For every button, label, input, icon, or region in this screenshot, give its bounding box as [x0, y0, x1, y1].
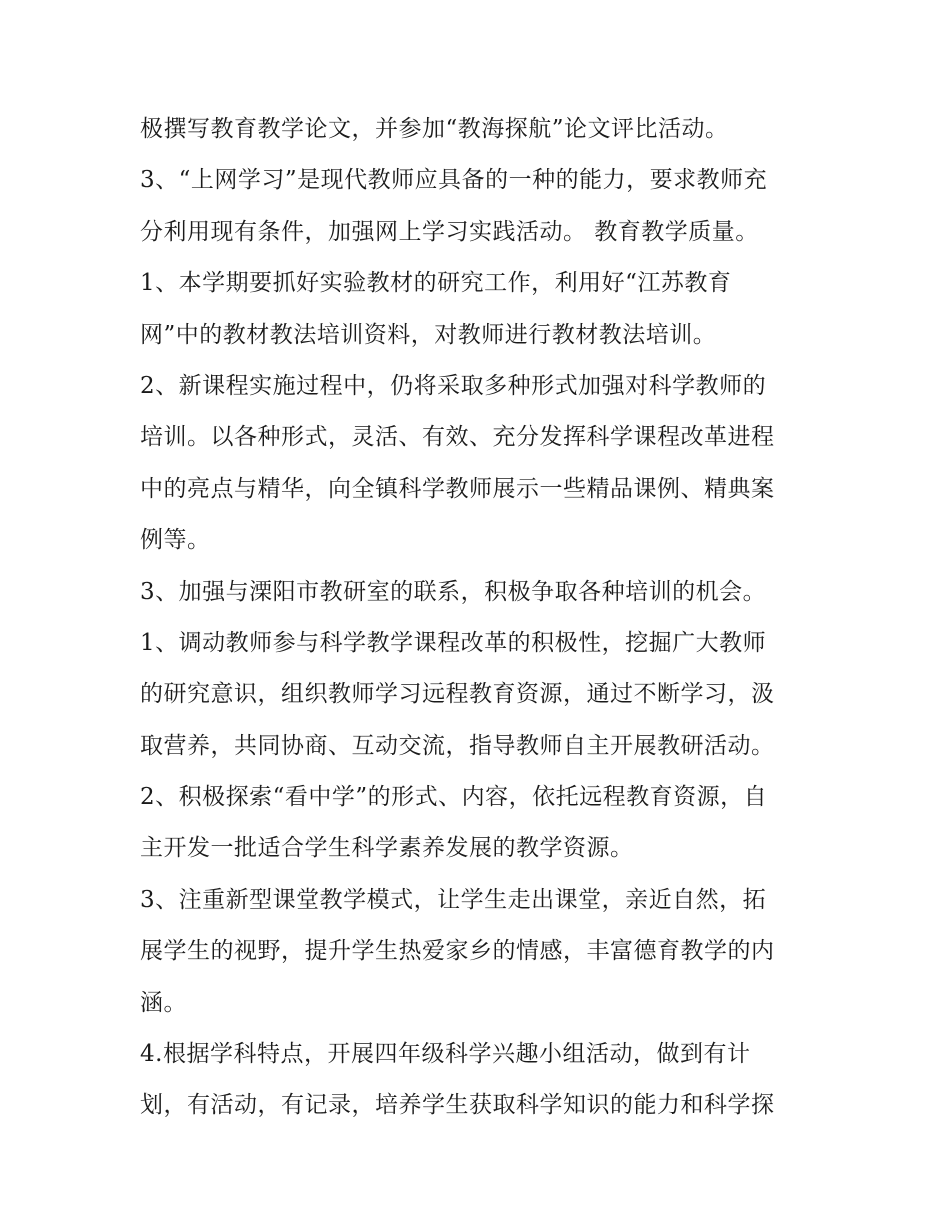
- text-line: 3、注重新型课堂教学模式，让学生走出课堂，亲近自然，拓: [140, 886, 767, 913]
- text-line: 极撰写教育教学论文，并参加“教海探航”论文评比活动。: [140, 116, 729, 142]
- text-line: 1、本学期要抓好实验教材的研究工作，利用好“江苏教育: [140, 270, 732, 297]
- text-line: 主开发一批适合学生科学素养发展的教学资源。: [140, 835, 634, 862]
- text-line: 2、新课程实施过程中，仍将采取多种形式加强对科学教师的: [140, 372, 767, 399]
- text-line: 分利用现有条件，加强网上学习实践活动。 教育教学质量。: [140, 218, 759, 245]
- text-line: 中的亮点与精华，向全镇科学教师展示一些精品课例、精典案: [140, 475, 775, 502]
- text-line: 1、调动教师参与科学教学课程改革的积极性，挖掘广大教师: [140, 629, 767, 656]
- text-line: 涵。: [140, 989, 187, 1016]
- document-body: [140, 104, 820, 1132]
- text-line: 2、积极探索“看中学”的形式、内容，依托远程教育资源，自: [140, 784, 768, 811]
- text-line: 培训。以各种形式，灵活、有效、充分发挥科学课程改革进程: [140, 424, 775, 451]
- text-line: 3、“上网学习”是现代教师应具备的一种的能力，要求教师充: [140, 167, 768, 194]
- text-line: 的研究意识，组织教师学习远程教育资源，通过不断学习，汲: [140, 681, 775, 708]
- text-line: 4.根据学科特点，开展四年级科学兴趣小组活动，做到有计: [140, 1041, 751, 1068]
- text-line: 网”中的教材教法培训资料，对教师进行教材教法培训。: [140, 321, 717, 348]
- text-line: 3、加强与溧阳市教研室的联系，积极争取各种培训的机会。: [140, 578, 767, 605]
- text-line: 展学生的视野，提升学生热爱家乡的情感，丰富德育教学的内: [140, 938, 775, 965]
- text-line: 取营养，共同协商、互动交流，指导教师自主开展教研活动。: [140, 732, 775, 759]
- text-line: 划，有活动，有记录，培养学生获取科学知识的能力和科学探: [140, 1092, 775, 1119]
- text-line: 例等。: [140, 527, 211, 554]
